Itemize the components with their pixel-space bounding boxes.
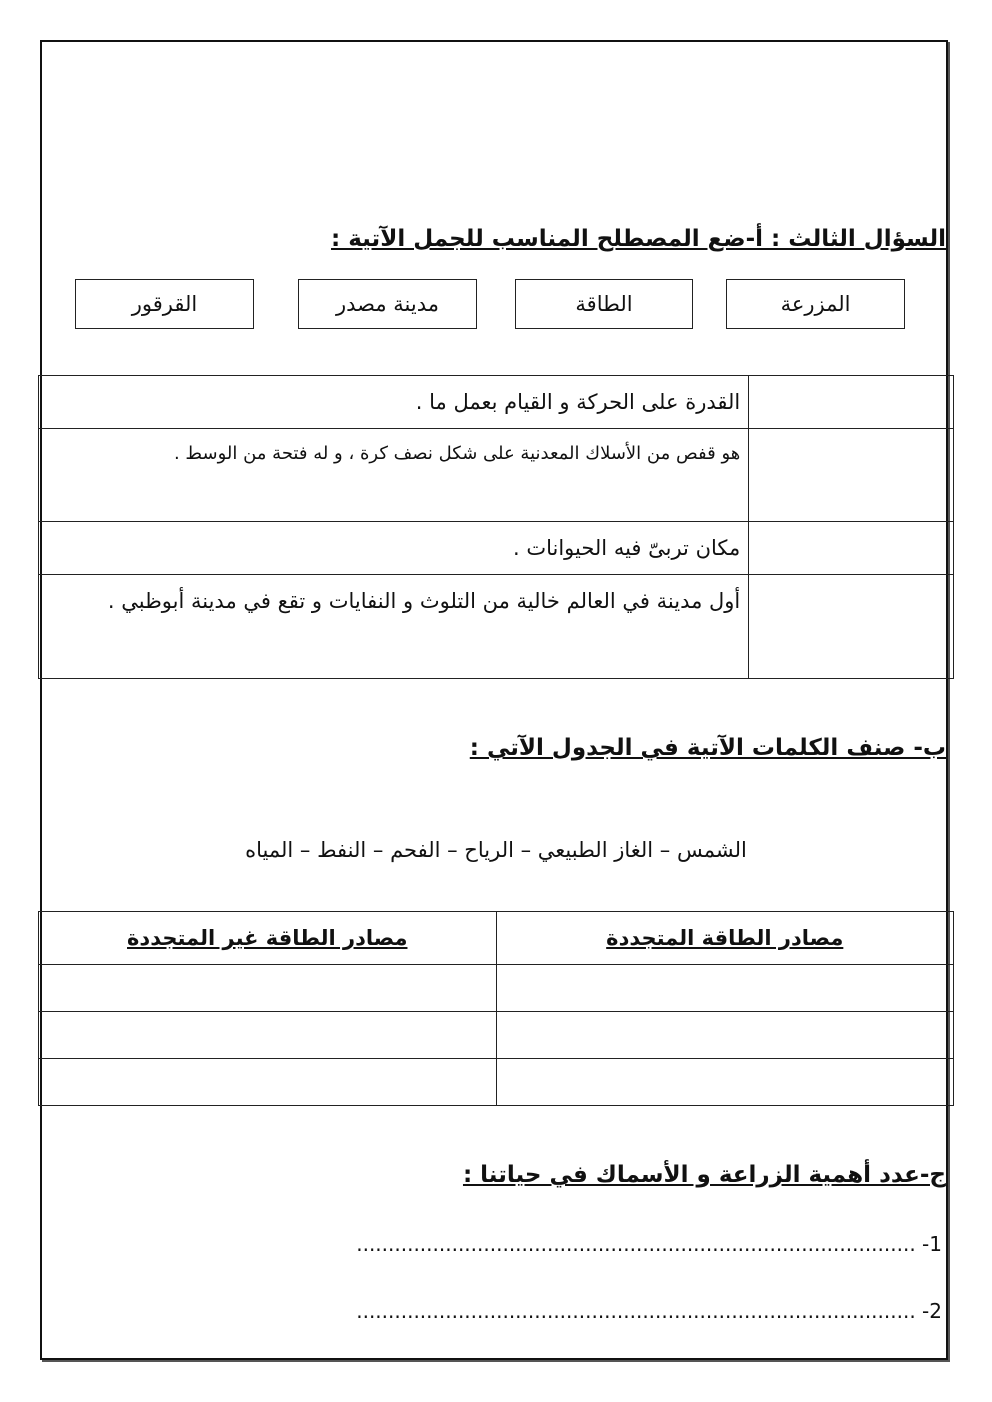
table-row <box>39 1059 954 1106</box>
words-to-classify: الشمس – الغاز الطبيعي – الرياح – الفحم – النفط – المياه <box>245 838 747 862</box>
table-row <box>39 1012 954 1059</box>
renewable-cell[interactable] <box>496 1012 954 1059</box>
definition-cell: أول مدينة في العالم خالية من التلوث و النفايات و تقع في مدينة أبوظبي . <box>39 575 749 679</box>
answer-cell[interactable] <box>749 376 954 429</box>
word-bank-item: المزرعة <box>726 279 905 329</box>
classification-table <box>38 911 954 1106</box>
terms-table <box>38 375 954 679</box>
definition-cell: مكان تربىّ فيه الحيوانات . <box>39 522 749 575</box>
table-row <box>39 522 954 575</box>
table-row <box>39 965 954 1012</box>
definition-cell: القدرة على الحركة و القيام بعمل ما . <box>39 376 749 429</box>
renewable-header: مصادر الطاقة المتجددة <box>496 912 954 965</box>
renewable-cell[interactable] <box>496 965 954 1012</box>
definition-cell: هو قفص من الأسلاك المعدنية على شكل نصف كرة ، و له فتحة من الوسط . <box>39 429 749 522</box>
answer-cell[interactable] <box>749 522 954 575</box>
answer-cell[interactable] <box>749 429 954 522</box>
nonrenewable-cell[interactable] <box>39 1059 497 1106</box>
table-header-row <box>39 912 954 965</box>
answer-line-2[interactable]: ........................................................................................ -2 <box>356 1299 942 1323</box>
answer-line-1[interactable]: ........................................................................................ -1 <box>356 1232 942 1256</box>
table-row <box>39 429 954 522</box>
word-bank-item: القرقور <box>75 279 254 329</box>
nonrenewable-cell[interactable] <box>39 1012 497 1059</box>
section-b-heading: ب- صنف الكلمات الآتية في الجدول الآتي : <box>469 735 946 761</box>
table-row <box>39 376 954 429</box>
nonrenewable-cell[interactable] <box>39 965 497 1012</box>
answer-cell[interactable] <box>749 575 954 679</box>
word-bank-item: مدينة مصدر <box>298 279 477 329</box>
word-bank-item: الطاقة <box>515 279 693 329</box>
section-a-heading: السؤال الثالث : أ-ضع المصطلح المناسب للجمل الآتية : <box>331 226 946 252</box>
section-c-heading: ج-عدد أهمية الزراعة و الأسماك في حياتنا : <box>462 1162 946 1188</box>
nonrenewable-header: مصادر الطاقة غير المتجددة <box>39 912 497 965</box>
table-row <box>39 575 954 679</box>
renewable-cell[interactable] <box>496 1059 954 1106</box>
